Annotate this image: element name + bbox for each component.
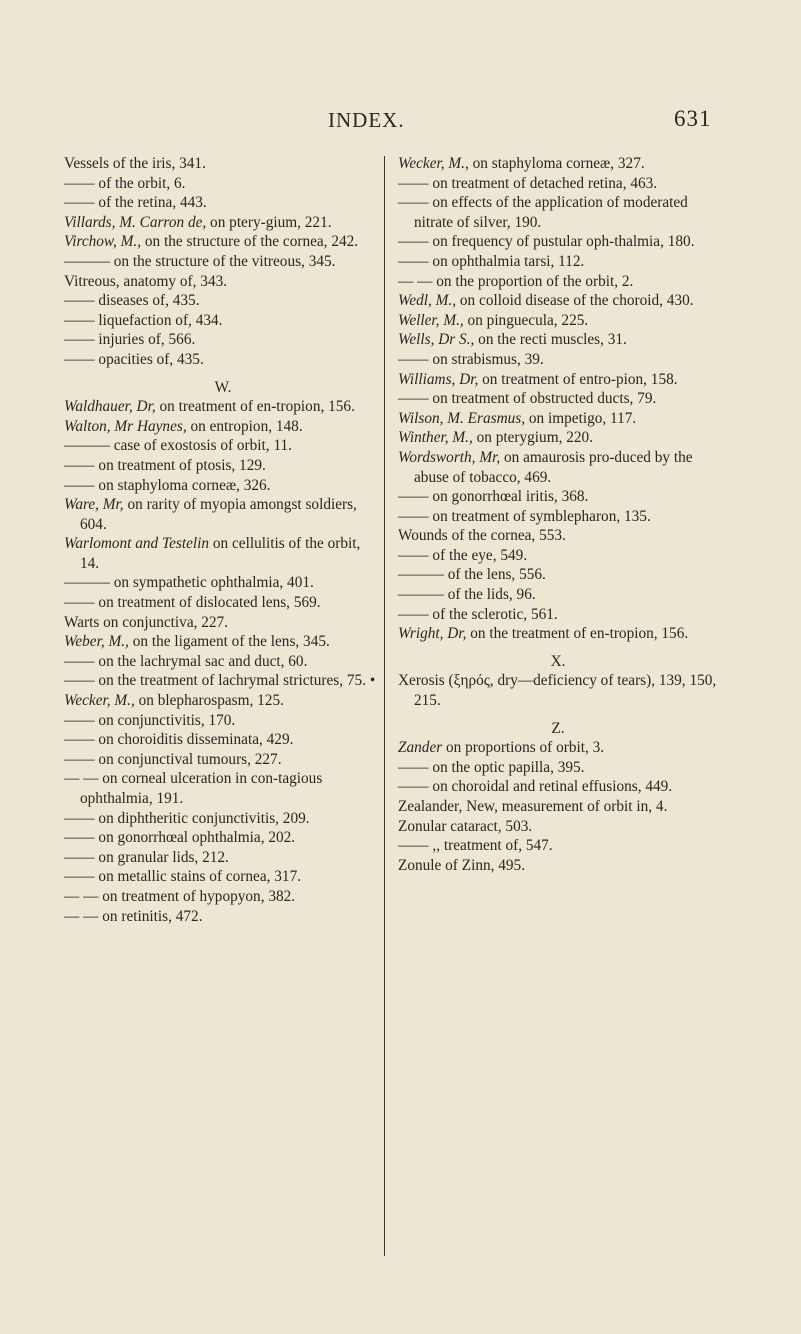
index-entry-head: —— on metallic stains of cornea, 317. xyxy=(64,868,302,886)
index-entry-text: on pinguecula, 225. xyxy=(463,311,589,329)
index-entry xyxy=(398,448,718,487)
index-section-letter: Z. xyxy=(551,719,565,737)
index-entry xyxy=(398,487,718,507)
index-entry xyxy=(398,585,718,605)
index-entry xyxy=(64,476,382,496)
index-entry-text: on pterygium, 220. xyxy=(472,429,594,447)
index-entry xyxy=(64,828,382,848)
index-entry-head: —— on gonorrhœal ophthalmia, 202. xyxy=(64,829,296,847)
index-entry xyxy=(398,272,718,292)
index-entry-head: Zealander, New, measurement of orbit in, 4. xyxy=(398,798,668,815)
index-entry-head: Wecker, M., xyxy=(64,692,135,710)
index-entry xyxy=(398,330,718,350)
index-entry xyxy=(398,428,718,448)
index-entry xyxy=(398,738,718,758)
index-entry-head: —— on ophthalmia tarsi, 112. xyxy=(398,252,585,270)
index-entry xyxy=(64,252,382,272)
index-entry-head: — — on the proportion of the orbit, 2. xyxy=(398,272,634,290)
index-entry-head: —— of the orbit, 6. xyxy=(64,174,186,192)
index-entry-head: —— of the sclerotic, 561. xyxy=(398,605,558,623)
index-entry xyxy=(398,671,718,710)
index-entry xyxy=(64,671,382,691)
index-entry-head: Warts on conjunctiva, 227. xyxy=(64,613,229,631)
index-entry-text: on proportions of orbit, 3. xyxy=(442,739,605,757)
index-entry-head: Weber, M., xyxy=(64,633,129,651)
index-entry-text: on blepharospasm, 125. xyxy=(134,692,284,710)
index-entry xyxy=(398,174,718,194)
index-entry xyxy=(64,291,382,311)
index-entry xyxy=(64,593,382,613)
index-entry xyxy=(64,397,382,417)
index-entry xyxy=(398,526,718,546)
index-entry-head: —— on treatment of obstructed ducts, 79. xyxy=(398,390,657,408)
index-entry-head: Wilson, M. Erasmus, xyxy=(398,409,526,427)
index-entry-head: —— on choroidal and retinal effusions, 449. xyxy=(398,778,673,796)
page-number: 631 xyxy=(674,106,712,131)
index-entry xyxy=(398,409,718,429)
index-entry-head: Williams, Dr, xyxy=(398,370,479,388)
index-column-left xyxy=(64,154,382,926)
index-entry xyxy=(64,495,382,534)
index-entry xyxy=(64,272,382,292)
index-entry-text: on the treatment of en-tropion, 156. xyxy=(466,625,689,643)
index-entry-text: on the ligament of the lens, 345. xyxy=(128,633,330,651)
index-entry xyxy=(64,691,382,711)
index-entry-head: Zonule of Zinn, 495. xyxy=(398,856,526,874)
index-entry xyxy=(398,232,718,252)
index-entry-text: on the recti muscles, 31. xyxy=(474,331,627,349)
index-entry xyxy=(398,624,718,644)
index-entry-head: —— of the retina, 443. xyxy=(64,194,207,212)
index-entry xyxy=(398,817,718,837)
index-entry-head: —— on the lachrymal sac and duct, 60. xyxy=(64,652,308,670)
index-entry xyxy=(398,291,718,311)
index-entry xyxy=(64,193,382,213)
index-entry xyxy=(64,907,382,927)
index-entry-text: on colloid disease of the choroid, 430. xyxy=(456,292,694,310)
index-entry-head: —— on treatment of symblepharon, 135. xyxy=(398,507,651,525)
page-title: INDEX. xyxy=(328,108,405,132)
index-entry xyxy=(64,330,382,350)
index-entry xyxy=(398,350,718,370)
index-entry xyxy=(64,632,382,652)
index-entry-head: Zonular cataract, 503. xyxy=(398,817,533,835)
index-entry-head: Winther, M., xyxy=(398,429,473,447)
index-entry-head: ——— case of exostosis of orbit, 11. xyxy=(64,437,293,455)
index-entry-head: —— on staphyloma corneæ, 326. xyxy=(64,476,271,494)
index-entry-head: —— on treatment of dislocated lens, 569. xyxy=(64,594,321,612)
index-entry xyxy=(64,456,382,476)
index-entry xyxy=(64,887,382,907)
index-entry-head: —— on strabismus, 39. xyxy=(398,350,544,368)
index-entry-text: on entropion, 148. xyxy=(186,417,303,435)
index-entry xyxy=(398,758,718,778)
index-entry xyxy=(64,848,382,868)
index-entry-head: —— diseases of, 435. xyxy=(64,292,200,310)
index-entry xyxy=(64,730,382,750)
index-entry xyxy=(64,573,382,593)
index-entry-head: Wecker, M., xyxy=(398,155,469,172)
index-section-letter: X. xyxy=(550,652,566,670)
index-entry-head: ——— on the structure of the vitreous, 345. xyxy=(64,252,336,270)
index-entry xyxy=(64,769,382,808)
index-entry-head: Xerosis (ξηρός, dry—deficiency of tears), 139, 150, 215. xyxy=(398,672,717,710)
index-entry xyxy=(64,711,382,731)
column-divider xyxy=(384,156,385,1256)
index-entry-text: on rarity of myopia amongst soldiers, 604. xyxy=(80,496,357,533)
index-entry-head: — — on retinitis, 472. xyxy=(64,907,203,925)
index-entry-head: Vessels of the iris, 341. xyxy=(64,155,206,172)
index-entry-head: Villards, M. Carron de, xyxy=(64,213,207,231)
index-entry xyxy=(398,777,718,797)
index-entry-head: — — on corneal ulceration in con-tagious ophthalmia, 191. xyxy=(64,770,323,807)
index-entry xyxy=(398,193,718,232)
index-entry xyxy=(64,436,382,456)
index-entry xyxy=(398,797,718,817)
index-entry xyxy=(398,565,718,585)
index-column-right xyxy=(398,154,718,875)
index-entry xyxy=(398,856,718,876)
index-entry xyxy=(64,154,382,174)
index-entry xyxy=(64,417,382,437)
index-entry-head: Weller, M., xyxy=(398,311,464,329)
index-entry xyxy=(64,652,382,672)
index-entry-head: Ware, Mr, xyxy=(64,496,124,514)
index-entry-head: —— on effects of the application of moderated nitrate of silver, 190. xyxy=(398,194,688,231)
index-entry-head: Walton, Mr Haynes, xyxy=(64,417,187,435)
index-entry-head: —— on choroiditis disseminata, 429. xyxy=(64,731,294,749)
index-entry xyxy=(64,534,382,573)
index-entry-head: Wedl, M., xyxy=(398,292,457,310)
index-entry xyxy=(64,232,382,252)
index-entry-text: on treatment of entro-pion, 158. xyxy=(478,370,678,388)
index-entry-head: —— injuries of, 566. xyxy=(64,331,196,349)
index-entry xyxy=(64,750,382,770)
index-entry-head: —— on the treatment of lachrymal strictures, 75. • xyxy=(64,672,376,690)
index-entry xyxy=(64,311,382,331)
index-entry-head: Vitreous, anatomy of, 343. xyxy=(64,272,228,290)
index-entry-text: on impetigo, 117. xyxy=(525,409,637,427)
index-entry-head: ——— of the lens, 556. xyxy=(398,566,546,584)
index-entry-head: —— on gonorrhœal iritis, 368. xyxy=(398,488,589,506)
index-entry-head: ——— on sympathetic ophthalmia, 401. xyxy=(64,574,314,592)
index-entry-head: —— on conjunctivitis, 170. xyxy=(64,711,236,729)
index-entry xyxy=(64,867,382,887)
index-entry-head: ——— of the lids, 96. xyxy=(398,586,536,604)
index-entry-head: Waldhauer, Dr, xyxy=(64,398,156,416)
index-entry-head: —— liquefaction of, 434. xyxy=(64,311,223,329)
index-entry-text: on the structure of the cornea, 242. xyxy=(141,233,359,251)
index-entry xyxy=(64,213,382,233)
index-entry xyxy=(398,311,718,331)
index-entry xyxy=(64,809,382,829)
index-entry-text: on treatment of en-tropion, 156. xyxy=(155,398,355,416)
index-entry-head: —— on granular lids, 212. xyxy=(64,848,229,866)
index-entry xyxy=(398,370,718,390)
index-entry-head: —— on treatment of detached retina, 463. xyxy=(398,174,658,192)
index-entry-head: —— opacities of, 435. xyxy=(64,350,204,368)
index-entry-head: Virchow, M., xyxy=(64,233,142,251)
index-entry-text: on staphyloma corneæ, 327. xyxy=(468,155,645,172)
index-entry-head: Wells, Dr S., xyxy=(398,331,475,349)
index-entry-head: Wounds of the cornea, 553. xyxy=(398,527,566,545)
index-entry-head: Warlomont and Testelin xyxy=(64,535,210,553)
index-entry-head: —— of the eye, 549. xyxy=(398,546,528,564)
index-entry-text: on amaurosis pro-duced by the abuse of tobacco, 469. xyxy=(414,448,693,486)
index-entry xyxy=(64,350,382,370)
index-entry-head: —— on treatment of ptosis, 129. xyxy=(64,456,266,474)
index-entry xyxy=(398,252,718,272)
index-entry-head: Wordsworth, Mr, xyxy=(398,448,501,466)
index-entry xyxy=(398,389,718,409)
index-entry-head: —— ,, treatment of, 547. xyxy=(398,837,553,855)
index-entry xyxy=(398,154,718,174)
index-entry xyxy=(398,836,718,856)
index-section-letter: W. xyxy=(214,378,232,396)
index-entry-text: on ptery-gium, 221. xyxy=(206,213,332,231)
index-entry-head: —— on the optic papilla, 395. xyxy=(398,758,585,776)
index-entry-head: Wright, Dr, xyxy=(398,625,467,643)
index-entry xyxy=(64,613,382,633)
index-entry xyxy=(398,546,718,566)
index-entry-head: —— on diphtheritic conjunctivitis, 209. xyxy=(64,809,310,827)
index-entry-head: — — on treatment of hypopyon, 382. xyxy=(64,887,296,905)
index-entry-head: Zander xyxy=(398,739,443,757)
index-entry xyxy=(398,605,718,625)
index-entry xyxy=(64,174,382,194)
index-entry-text: on cellulitis of the orbit, 14. xyxy=(80,535,361,572)
index-entry-head: —— on frequency of pustular oph-thalmia, 180. xyxy=(398,233,695,251)
index-entry-head: —— on conjunctival tumours, 227. xyxy=(64,750,282,768)
index-entry xyxy=(398,507,718,527)
